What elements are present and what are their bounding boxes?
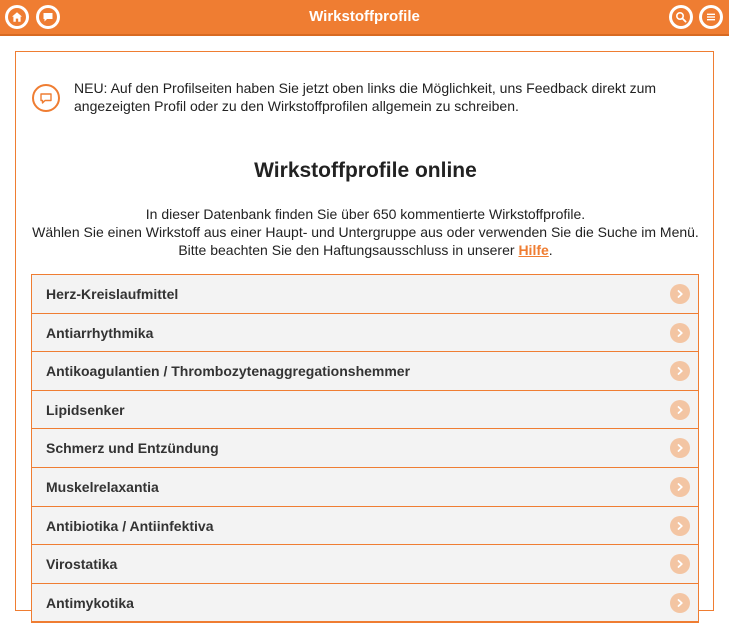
category-label: Antikoagulantien / Thrombozytenaggregationshemmer	[46, 363, 411, 380]
chevron-right-icon	[670, 516, 690, 536]
menu-icon	[702, 8, 720, 26]
category-label: Antiarrhythmika	[46, 324, 154, 341]
category-row[interactable]	[32, 545, 698, 584]
search-icon	[672, 8, 690, 26]
category-row[interactable]	[32, 352, 698, 391]
category-row[interactable]	[32, 391, 698, 430]
content-panel	[15, 51, 714, 611]
category-label: Virostatika	[46, 556, 118, 573]
chevron-right-icon	[670, 477, 690, 497]
notice-text: NEU: Auf den Profilseiten haben Sie jetzt oben links die Möglichkeit, uns Feedback direkt zum angezeigten Profil oder zu den Wirkstoffprofilen allgemein zu schreiben.	[74, 80, 657, 114]
top-bar	[0, 0, 729, 36]
chevron-right-icon	[670, 284, 690, 304]
chevron-right-icon	[670, 593, 690, 613]
category-row[interactable]	[32, 507, 698, 546]
help-link[interactable]: Hilfe	[518, 242, 549, 258]
page-title: Wirkstoffprofile online	[254, 159, 477, 182]
category-label: Schmerz und Entzündung	[46, 440, 219, 457]
chevron-right-icon	[670, 361, 690, 381]
intro-line-3-suffix: .	[548, 242, 553, 258]
intro-line-2: Wählen Sie einen Wirkstoff aus einer Haupt- und Untergruppe aus oder verwenden Sie die Suche im Menü.	[32, 224, 699, 240]
intro-text	[16, 205, 715, 259]
chevron-right-icon	[670, 323, 690, 343]
category-label: Antibiotika / Antiinfektiva	[46, 517, 214, 534]
category-row[interactable]	[32, 429, 698, 468]
category-label: Lipidsenker	[46, 401, 125, 418]
chevron-right-icon	[670, 400, 690, 420]
chevron-right-icon	[670, 438, 690, 458]
category-row[interactable]	[32, 468, 698, 507]
menu-button[interactable]	[699, 5, 723, 29]
category-label: Muskelrelaxantia	[46, 478, 159, 495]
category-row[interactable]	[32, 275, 698, 314]
chevron-right-icon	[670, 554, 690, 574]
category-row[interactable]	[32, 314, 698, 353]
app-title: Wirkstoffprofile	[309, 8, 420, 25]
intro-line-1: In dieser Datenbank finden Sie über 650 kommentierte Wirkstoffprofile.	[145, 206, 586, 222]
search-button[interactable]	[669, 5, 693, 29]
chat-bubble-icon	[32, 84, 60, 112]
intro-line-3-prefix: Bitte beachten Sie den Haftungsausschluss in unserer	[178, 242, 519, 258]
intro-line-3	[16, 241, 715, 259]
category-label: Herz-Kreislaufmittel	[46, 286, 179, 302]
category-row[interactable]	[32, 584, 698, 623]
category-list	[31, 274, 699, 623]
category-label: Antimykotika	[46, 594, 134, 611]
